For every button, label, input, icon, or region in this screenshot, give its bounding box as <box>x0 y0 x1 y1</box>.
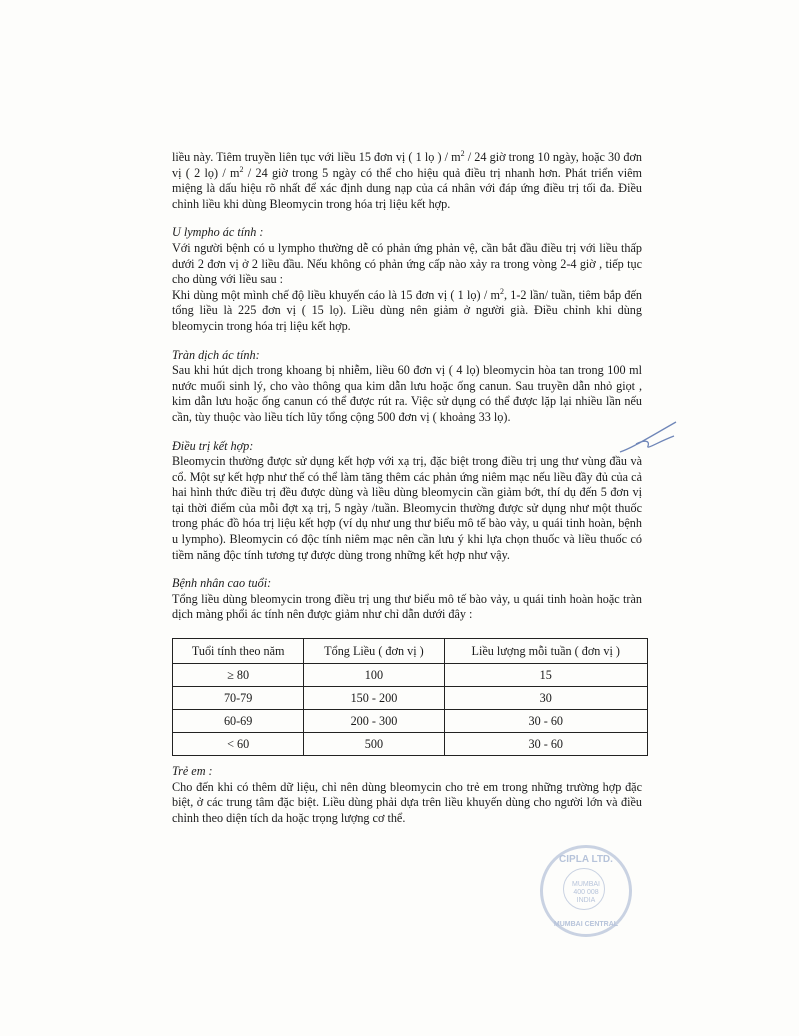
children-section <box>172 764 642 826</box>
superscript: 2 <box>239 164 244 174</box>
lymphoma-paragraph-2 <box>172 288 642 335</box>
dose-table <box>172 638 648 756</box>
elderly-title: Bệnh nhân cao tuổi: <box>172 576 272 591</box>
table-row <box>173 664 648 687</box>
lymphoma-paragraph-1: Với người bệnh có u lympho thường dễ có phản ứng phản vệ, cần bắt đầu điều trị với liều thấp dưới 2 đơn vị ở 2 liều đầu. Nếu không có phản ứng cấp nào xảy ra trong vòng 2-4 giờ , tiếp tục cho dùng với liều sau : <box>172 240 642 287</box>
combination-title: Điều trị kết hợp: <box>172 438 254 453</box>
table-cell: ≥ 80 <box>173 664 304 687</box>
effusion-paragraph: Sau khi hút dịch trong khoang bị nhiễm, liều 60 đơn vị ( 4 lọ) bleomycin hòa tan trong 100 ml nước muối sinh lý, cho vào thông qua kim dẫn lưu hoặc ống canun. Sau truyền dẫn nhỏ giọt , kim dẫn lưu hoặc ống canun có thể được rút ra. Việc sử dụng có thể được lặp lại nhiều lần nếu cần, tùy thuộc vào liều tích lũy tổng cộng 500 đơn vị ( khoảng 33 lọ). <box>172 363 642 424</box>
lymphoma-title: U lympho ác tính : <box>172 225 264 240</box>
seal-bottom-text: MUMBAI CENTRAL <box>553 921 619 928</box>
table-cell: 150 - 200 <box>304 687 444 710</box>
intro-paragraph <box>172 150 642 212</box>
seal-top-text: CIPLA LTD. <box>559 854 613 865</box>
signature-mark <box>618 418 680 458</box>
combination-paragraph: Bleomycin thường được sử dụng kết hợp với xạ trị, đặc biệt trong điều trị ung thư vùng đầu và cổ. Một sự kết hợp như thế có thể làm tăng thêm các phản ứng niêm mạc nếu liều đầy đủ của cả hai hình thức điều trị đều được dùng và liều dùng bleomycin cần giảm bớt, thí dụ đến 5 đơn vị tại thời điểm của mỗi đợt xạ trị, 5 ngày /tuần. Bleomycin thường được sử dụng như một thuốc trong phác đồ hóa trị liệu kết hợp (ví dụ như ung thư biểu mô tế bào vảy, u quái tinh hoàn, bệnh u lympho). Bleomycin có độc tính niêm mạc nên cần lưu ý khi lựa chọn thuốc và liều thuốc có tiềm năng độc tính tương tự được dùng trong những kết hợp như vậy. <box>172 454 642 562</box>
table-cell: 60-69 <box>173 710 304 733</box>
table-header: Tuổi tính theo năm <box>173 639 304 664</box>
document-body <box>172 150 642 623</box>
table-header-row <box>173 639 648 664</box>
table-row <box>173 733 648 756</box>
table-cell: 15 <box>444 664 647 687</box>
intro-text-3: / 24 giờ trong 5 ngày có thể cho hiệu quả điều trị nhanh hơn. Phát triển viêm miệng là dấu hiệu rõ nhất để xác định dung nạp của cá nhân với đáp ứng điều trị tối đa. Điều chỉnh liều khi dùng Bleomycin trong hóa trị liệu kết hợp. <box>172 165 642 211</box>
superscript: 2 <box>499 286 504 296</box>
elderly-paragraph: Tổng liều dùng bleomycin trong điều trị ung thư biểu mô tế bào vảy, u quái tinh hoàn hoặc tràn dịch màng phổi ác tính nên được giảm như chỉ dẫn dưới đây : <box>172 591 642 622</box>
table-cell: 100 <box>304 664 444 687</box>
table-header: Tổng Liều ( đơn vị ) <box>304 639 444 664</box>
table-cell: 30 - 60 <box>444 733 647 756</box>
effusion-title: Tràn dịch ác tính: <box>172 347 260 362</box>
table-header: Liều lượng mỗi tuần ( đơn vị ) <box>444 639 647 664</box>
seal-postcode: 400 008 <box>573 889 599 896</box>
intro-text-2: / 24 giờ trong 10 ngày, hoặc 30 đơn vị ( 2 lọ) / m <box>172 150 642 180</box>
table-cell: 30 - 60 <box>444 710 647 733</box>
lymphoma-text-2: , 1-2 lần/ tuần, tiêm bắp đến tổng liều là 225 đơn vị ( 15 lọ). Liều dùng nên giảm ở người già. Điều chỉnh khi dùng bleomycin trong hóa trị liệu kết hợp. <box>172 287 642 333</box>
table-cell: 30 <box>444 687 647 710</box>
children-paragraph: Cho đến khi có thêm dữ liệu, chỉ nên dùng bleomycin cho trẻ em trong những trường hợp đặc biệt, ở các trung tâm đặc biệt. Liều dùng phải dựa trên liều khuyến dùng cho người lớn và điều chỉnh theo diện tích da hoặc trọng lượng cơ thể. <box>172 779 642 825</box>
table-row <box>173 710 648 733</box>
lymphoma-text-1: Khi dùng một mình chế độ liều khuyến cáo là 15 đơn vị ( 1 lọ) / m <box>172 287 500 302</box>
table-cell: 200 - 300 <box>304 710 444 733</box>
seal-city: MUMBAI <box>572 881 600 888</box>
table-cell: 500 <box>304 733 444 756</box>
table-row <box>173 687 648 710</box>
company-seal <box>540 845 632 937</box>
table-cell: < 60 <box>173 733 304 756</box>
intro-text-1: liều này. Tiêm truyền liên tục với liều 15 đơn vị ( 1 lọ ) / m <box>172 150 461 164</box>
table-cell: 70-79 <box>173 687 304 710</box>
children-title: Trẻ em : <box>172 764 213 778</box>
seal-center <box>543 881 629 905</box>
seal-country: INDIA <box>576 897 596 904</box>
superscript: 2 <box>460 148 465 158</box>
